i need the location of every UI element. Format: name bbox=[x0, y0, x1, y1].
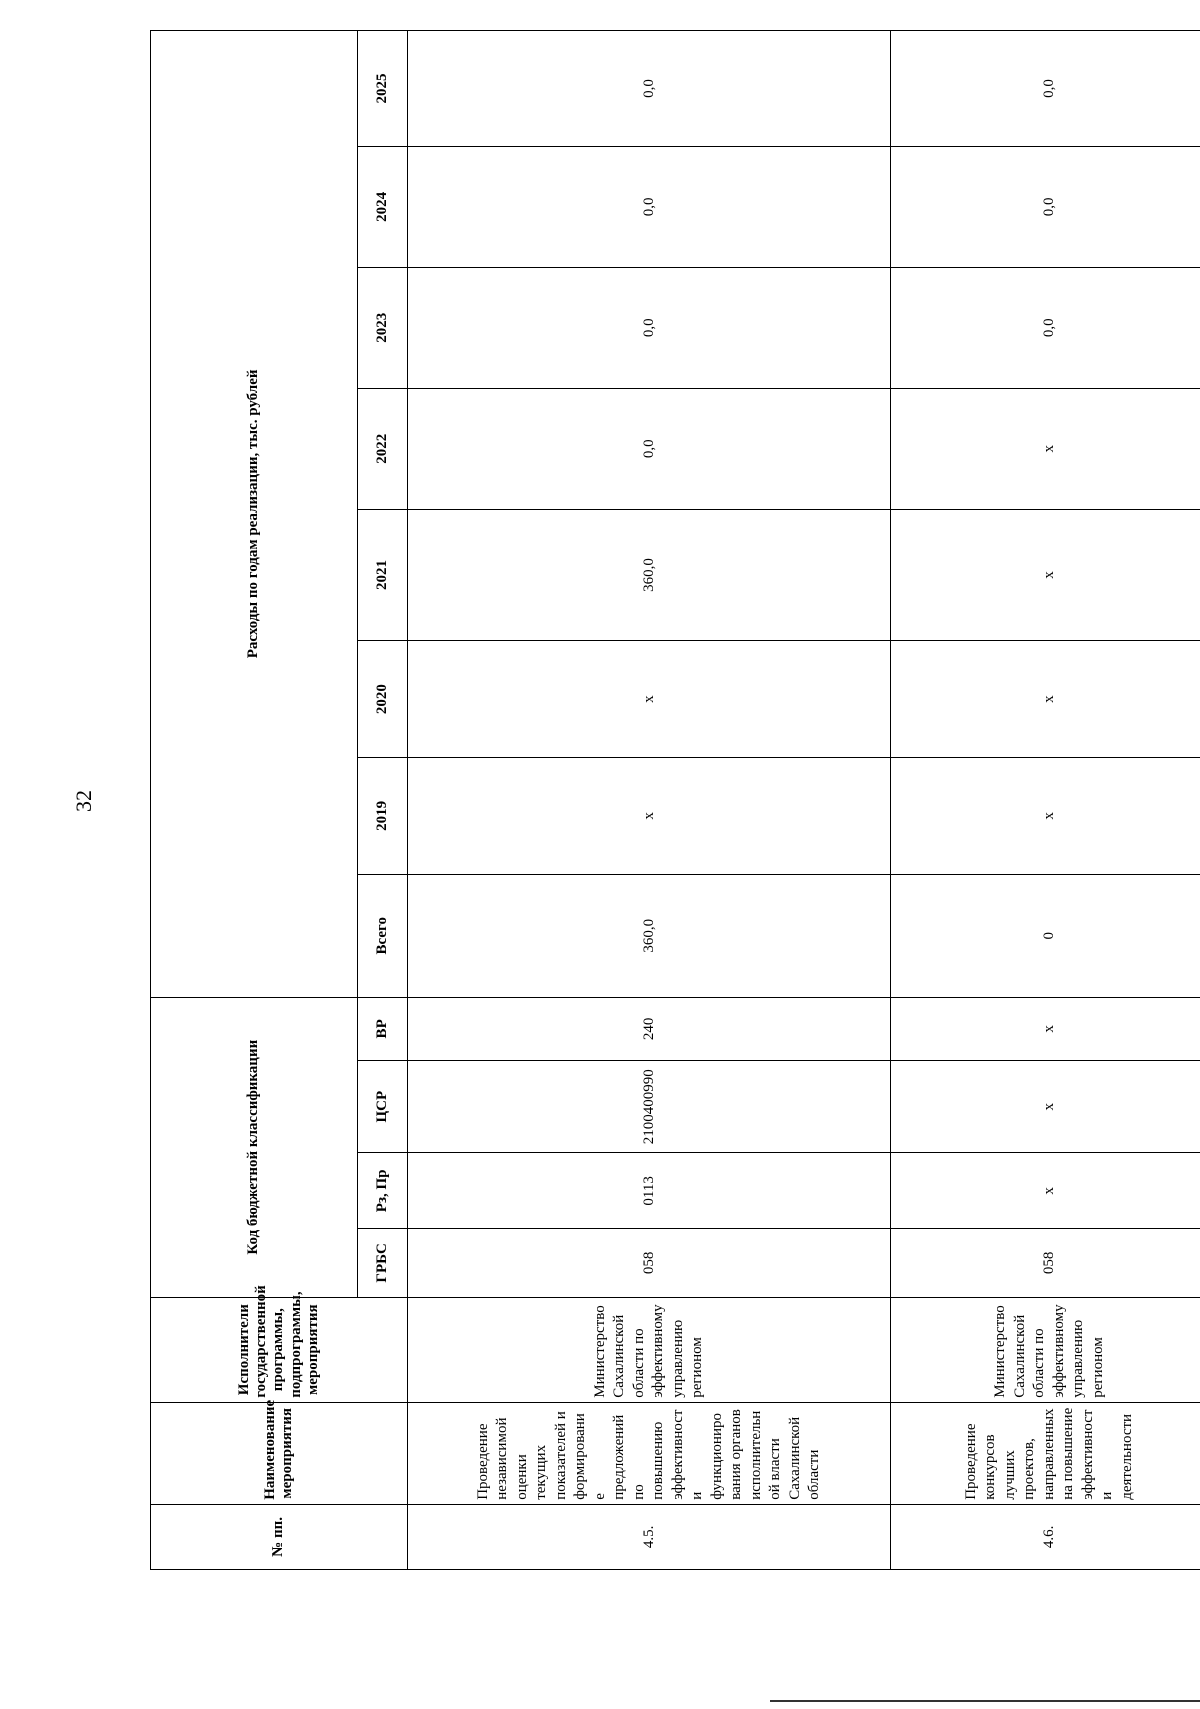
header-name: Наименование мероприятия bbox=[151, 1402, 408, 1504]
header-vr: ВР bbox=[358, 997, 408, 1060]
row-total: 360,0 bbox=[408, 874, 891, 997]
rotated-table-wrapper bbox=[150, 30, 1200, 1570]
row-year-2025: 0,0 bbox=[891, 31, 1200, 147]
row-year-2019: x bbox=[891, 757, 1200, 874]
header-year-2022: 2022 bbox=[358, 388, 408, 509]
row-year-2022: x bbox=[891, 388, 1200, 509]
row-name: Проведение независимой оценки текущих показателей и формирование предложений по повышению эффективности функционирования органов исполнительной власти Сахалинской области bbox=[408, 1402, 891, 1504]
header-code-group: Код бюджетной классификации bbox=[151, 997, 358, 1297]
header-year-2024: 2024 bbox=[358, 146, 408, 267]
header-year-2023: 2023 bbox=[358, 267, 408, 388]
row-year-2024: 0,0 bbox=[408, 146, 891, 267]
header-grbs: ГРБС bbox=[358, 1229, 408, 1297]
page-number: 32 bbox=[71, 790, 96, 812]
row-exec: Министерство Сахалинской области по эффективному управлению регионом bbox=[891, 1297, 1200, 1402]
row-year-2021: 360,0 bbox=[408, 509, 891, 640]
row-year-2021: x bbox=[891, 509, 1200, 640]
row-vr: x bbox=[891, 997, 1200, 1060]
row-rzpr: 0113 bbox=[408, 1153, 891, 1229]
row-year-2022: 0,0 bbox=[408, 388, 891, 509]
header-rzpr: Рз, Пр bbox=[358, 1153, 408, 1229]
row-year-2023: 0,0 bbox=[891, 267, 1200, 388]
row-csr: x bbox=[891, 1060, 1200, 1153]
row-year-2019: x bbox=[408, 757, 891, 874]
row-num: 4.6. bbox=[891, 1504, 1200, 1569]
table-row bbox=[408, 31, 891, 1570]
row-total: 0 bbox=[891, 874, 1200, 997]
header-year-2020: 2020 bbox=[358, 641, 408, 758]
row-year-2020: x bbox=[891, 641, 1200, 758]
table-row bbox=[891, 31, 1200, 1570]
row-vr: 240 bbox=[408, 997, 891, 1060]
row-rzpr: x bbox=[891, 1153, 1200, 1229]
header-year-2025: 2025 bbox=[358, 31, 408, 147]
row-exec: Министерство Сахалинской области по эффективному управлению регионом bbox=[408, 1297, 891, 1402]
header-expenses-group: Расходы по годам реализации, тыс. рублей bbox=[151, 31, 358, 998]
row-num: 4.5. bbox=[408, 1504, 891, 1569]
row-grbs: 058 bbox=[408, 1229, 891, 1297]
row-name: Проведение конкурсов лучших проектов, направленных на повышение эффективности деятельности bbox=[891, 1402, 1200, 1504]
row-grbs: 058 bbox=[891, 1229, 1200, 1297]
row-year-2025: 0,0 bbox=[408, 31, 891, 147]
header-total: Всего bbox=[358, 874, 408, 997]
scan-edge-line bbox=[770, 1700, 1200, 1702]
header-csr: ЦСР bbox=[358, 1060, 408, 1153]
row-year-2020: x bbox=[408, 641, 891, 758]
header-num: № пп. bbox=[151, 1504, 408, 1569]
row-year-2023: 0,0 bbox=[408, 267, 891, 388]
header-exec: Исполнители государственной программы, подпрограммы, мероприятия bbox=[151, 1297, 408, 1402]
header-year-2019: 2019 bbox=[358, 757, 408, 874]
row-csr: 2100400990 bbox=[408, 1060, 891, 1153]
row-year-2024: 0,0 bbox=[891, 146, 1200, 267]
header-year-2021: 2021 bbox=[358, 509, 408, 640]
budget-table bbox=[150, 30, 1200, 1570]
